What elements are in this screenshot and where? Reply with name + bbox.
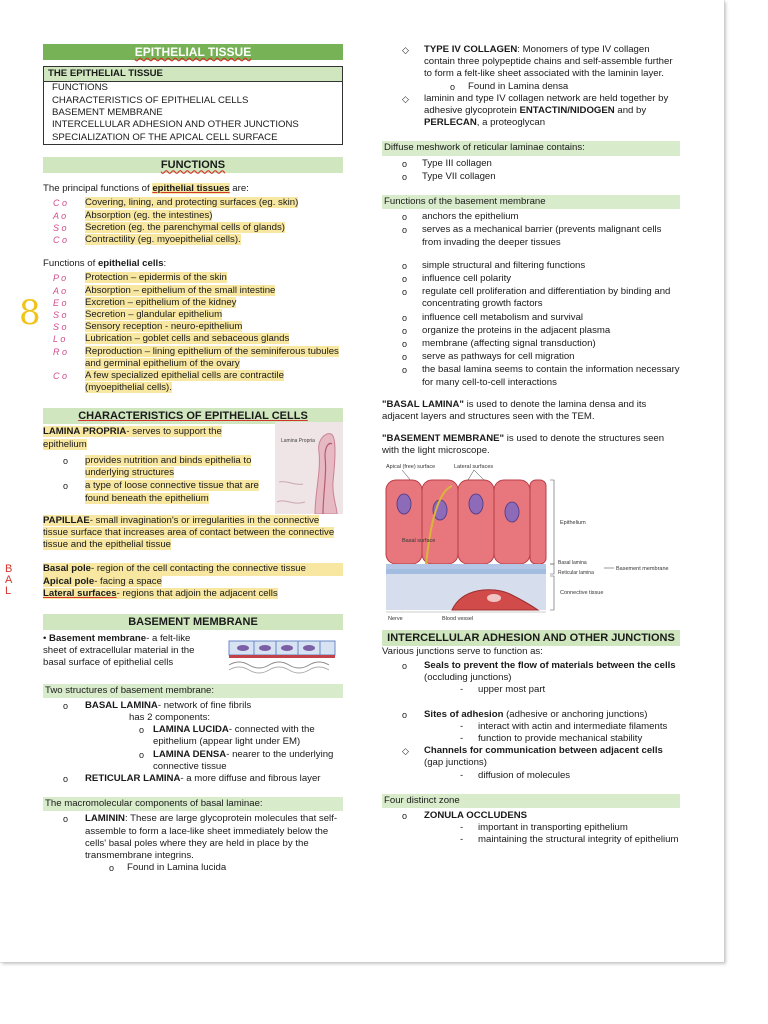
list-item: R o Reproduction – lining epithelium of the seminiferous tubules and germinal epithelium of the ovary <box>53 345 339 369</box>
list-item: E o Excretion – epithelium of the kidney <box>53 296 237 308</box>
diagram-basal-lamina-label: Basal lamina <box>558 559 587 566</box>
basement-intro: • Basement membrane- a felt-like sheet of extracellular material in the basal surface of epithelial cells <box>43 633 343 670</box>
cell-functions-list <box>19 272 343 394</box>
various-junctions: Various junctions serve to function as: <box>382 645 543 657</box>
list-item: C o A few specialized epithelial cells are contractile (myoepithelial cells). <box>53 370 284 394</box>
list-item: o membrane (affecting signal transduction) <box>382 338 680 350</box>
diagram-nerve-label: Nerve <box>388 615 403 620</box>
list-item: S o Sensory reception - neuro-epithelium <box>53 321 243 333</box>
toc-item: FUNCTIONS <box>52 82 108 94</box>
list-item: o influence cell metabolism and survival <box>382 312 680 324</box>
cell-poles: B A L Basal pole- region of the cell contacting the connective tissue Apical pole- facing a space Lateral surfaces- regions that adjoin the adjacent cells <box>43 563 343 600</box>
lamina-propria-list <box>43 455 263 505</box>
list-item: S o Secretion (eg. the parenchymal cells of glands) <box>53 221 285 233</box>
lamina-lucida-item: o LAMINA LUCIDA- connected with the epithelium (appear light under EM) <box>139 724 315 748</box>
list-item: P o Protection – epidermis of the skin <box>53 272 227 284</box>
left-column <box>5 44 343 874</box>
basement-membrane-figure <box>225 635 343 675</box>
seals-item: o Seals to prevent the flow of materials between the cells (occluding junctions) <box>402 659 676 684</box>
diagram-lateral-label: Lateral surfaces <box>454 463 494 470</box>
toc-item: SPECIALIZATION OF THE APICAL CELL SURFACE <box>52 131 278 143</box>
dash-item: - function to provide mechanical stability <box>382 733 680 745</box>
diffuse-list <box>382 158 680 183</box>
basal-pole: Basal pole- region of the cell contacting the connective tissue <box>43 563 343 575</box>
collagen-item: ◇ TYPE IV COLLAGEN: Monomers of type IV collagen contain three polypeptide chains and self-assemble further to form a felt-like sheet associated with the laminin layer. <box>402 44 673 80</box>
list-item: o serves as a mechanical barrier (prevents malignant cells from invading the deeper tissues <box>382 224 680 248</box>
functions-intro: The principal functions of epithelial tissues are: <box>43 183 249 195</box>
channels-item: ◇ Channels for communication between adjacent cells (gap junctions) <box>402 745 663 769</box>
diagram-basal-surface-label: Basal surface <box>402 537 436 544</box>
toc-item: INTERCELLULAR ADHESION AND OTHER JUNCTIONS <box>52 119 299 131</box>
bm-functions-list-a <box>382 211 680 249</box>
right-column <box>382 44 680 847</box>
cell-functions-intro: Functions of epithelial cells: <box>43 258 167 270</box>
papillae-text: PAPILLAE- small invagination's or irregularities in the connective tissue surface that increases area of contact between the connective tissue and the epithelial tissue <box>43 514 335 551</box>
list-item: o serve as pathways for cell migration <box>382 351 680 363</box>
basal-lamina-item: o BASAL LAMINA- network of fine fibrils <box>63 699 252 711</box>
list-item: C o Covering, lining, and protecting surfaces (eg. skin) <box>53 197 299 209</box>
reticular-lamina-item: o RETICULAR LAMINA- a more diffuse and fibrous layer <box>63 772 321 784</box>
found-densa: o Found in Lamina densa <box>450 80 569 92</box>
toc-item: CHARACTERISTICS OF EPITHELIAL CELLS <box>52 94 249 106</box>
junctions-heading: INTERCELLULAR ADHESION AND OTHER JUNCTIONS <box>382 630 680 646</box>
bm-functions-list-b <box>382 260 680 389</box>
list-item: o a type of loose connective tissue that are found beneath the epithelium <box>43 480 263 504</box>
list-item: o anchors the epithelium <box>382 211 680 223</box>
laminin-item: o LAMININ: These are large glycoprotein molecules that self- assemble to form a lace-like sheet immediately below the cells' basal poles where they are held in place by the transmembrane integrins. <box>63 813 338 861</box>
lamina-densa-item: o LAMINA DENSA- nearer to the underlying connective tissue <box>139 748 334 772</box>
list-item: o the basal lamina seems to contain the information necessary for many cell-to-cell interactions <box>382 364 680 388</box>
lateral-surfaces: Lateral surfaces- regions that adjoin the adjacent cells <box>43 587 278 599</box>
zonula-item: o ZONULA OCCLUDENS <box>402 809 528 821</box>
list-item: o regulate cell proliferation and differentiation by binding and concentrating growth factors <box>382 286 680 310</box>
functions-heading: FUNCTIONS <box>43 157 343 173</box>
lamina-propria-figure <box>275 422 343 514</box>
list-item: A o Absorption – epithelium of the small intestine <box>53 284 276 296</box>
toc-heading: THE EPITHELIAL TISSUE <box>44 67 342 82</box>
dash-item: - important in transporting epithelium <box>382 822 680 834</box>
diagram-connective-label: Connective tissue <box>560 589 604 596</box>
list-item: L o Lubrication – goblet cells and sebaceous glands <box>53 333 290 345</box>
laminin-network-item: ◇ laminin and type IV collagen network are held together by adhesive glycoprotein ENTACTIN/NIDOGEN and by PERLECAN, a proteoglycan <box>402 92 669 129</box>
has-two-components: has 2 components: <box>129 711 211 723</box>
epithelial-cells <box>386 480 546 564</box>
figure-label: Lamina Propria <box>281 438 315 445</box>
four-zones: Four distinct zone <box>382 794 680 808</box>
diffuse-meshwork: Diffuse meshwork of reticular laminae contains: <box>382 141 680 155</box>
toc-item: BASEMENT MEMBRANE <box>52 107 163 119</box>
dash-item: - upper most part <box>382 684 680 696</box>
list-item: C o Contractility (eg. myoepithelial cells). <box>53 234 241 246</box>
lamina-propria-block: LAMINA PROPRIA- serves to support the epithelium o provides nutrition and binds epithelia to underlying structures o a type of loose connective tissue that are found beneath the epithelium Lamina Propria <box>43 426 343 504</box>
bm-functions-heading: Functions of the basement membrane <box>382 195 680 209</box>
diagram-epithelium-label: Epithelium <box>560 519 586 526</box>
dash-item: - maintaining the structural integrity of epithelium <box>382 834 680 846</box>
epithelium-diagram <box>382 460 680 620</box>
basement-heading: BASEMENT MEMBRANE <box>43 614 343 630</box>
basement-membrane-definition: "BASEMENT MEMBRANE" is used to denote the structures seen with the light microscope. <box>382 433 665 457</box>
adhesion-item: o Sites of adhesion (adhesive or anchoring junctions) <box>402 708 648 720</box>
list-item: o influence cell polarity <box>382 273 680 285</box>
diagram-blood-vessel-label: Blood vessel <box>442 615 474 620</box>
principal-functions-list <box>43 197 343 246</box>
apical-pole: Apical pole- facing a space <box>43 575 162 587</box>
margin-eight-mark: 8 <box>19 293 41 334</box>
list-item: o Type VII collagen <box>382 171 680 183</box>
list-item: o organize the proteins in the adjacent plasma <box>382 325 680 337</box>
diagram-apical-label: Apical (free) surface <box>386 463 436 470</box>
list-item: A o Absorption (eg. the intestines) <box>53 209 213 221</box>
list-item: o simple structural and filtering functions <box>382 260 680 272</box>
two-structures: Two structures of basement membrane: <box>43 684 343 698</box>
list-item: o Type III collagen <box>382 158 680 170</box>
list-item: S o Secretion – glandular epithelium <box>53 309 223 321</box>
dash-item: - diffusion of molecules <box>382 770 680 782</box>
dash-item: - interact with actin and intermediate filaments <box>382 721 680 733</box>
basal-lamina-definition: "BASAL LAMINA" is used to denote the lamina densa and its adjacent layers and structures seen with the TEM. <box>382 398 647 423</box>
list-item: o provides nutrition and binds epithelia to underlying structures <box>43 455 263 479</box>
diagram-basement-membrane-label: Basement membrane <box>616 565 669 572</box>
found-lucida: o Found in Lamina lucida <box>109 862 227 874</box>
page-title: EPITHELIAL TISSUE <box>43 44 343 60</box>
diagram-reticular-lamina-label: Reticular lamina <box>558 569 594 576</box>
toc-box <box>43 66 343 145</box>
macromolecular-components: The macromolecular components of basal laminae: <box>43 797 343 811</box>
characteristics-heading: CHARACTERISTICS OF EPITHELIAL CELLS <box>43 408 343 424</box>
